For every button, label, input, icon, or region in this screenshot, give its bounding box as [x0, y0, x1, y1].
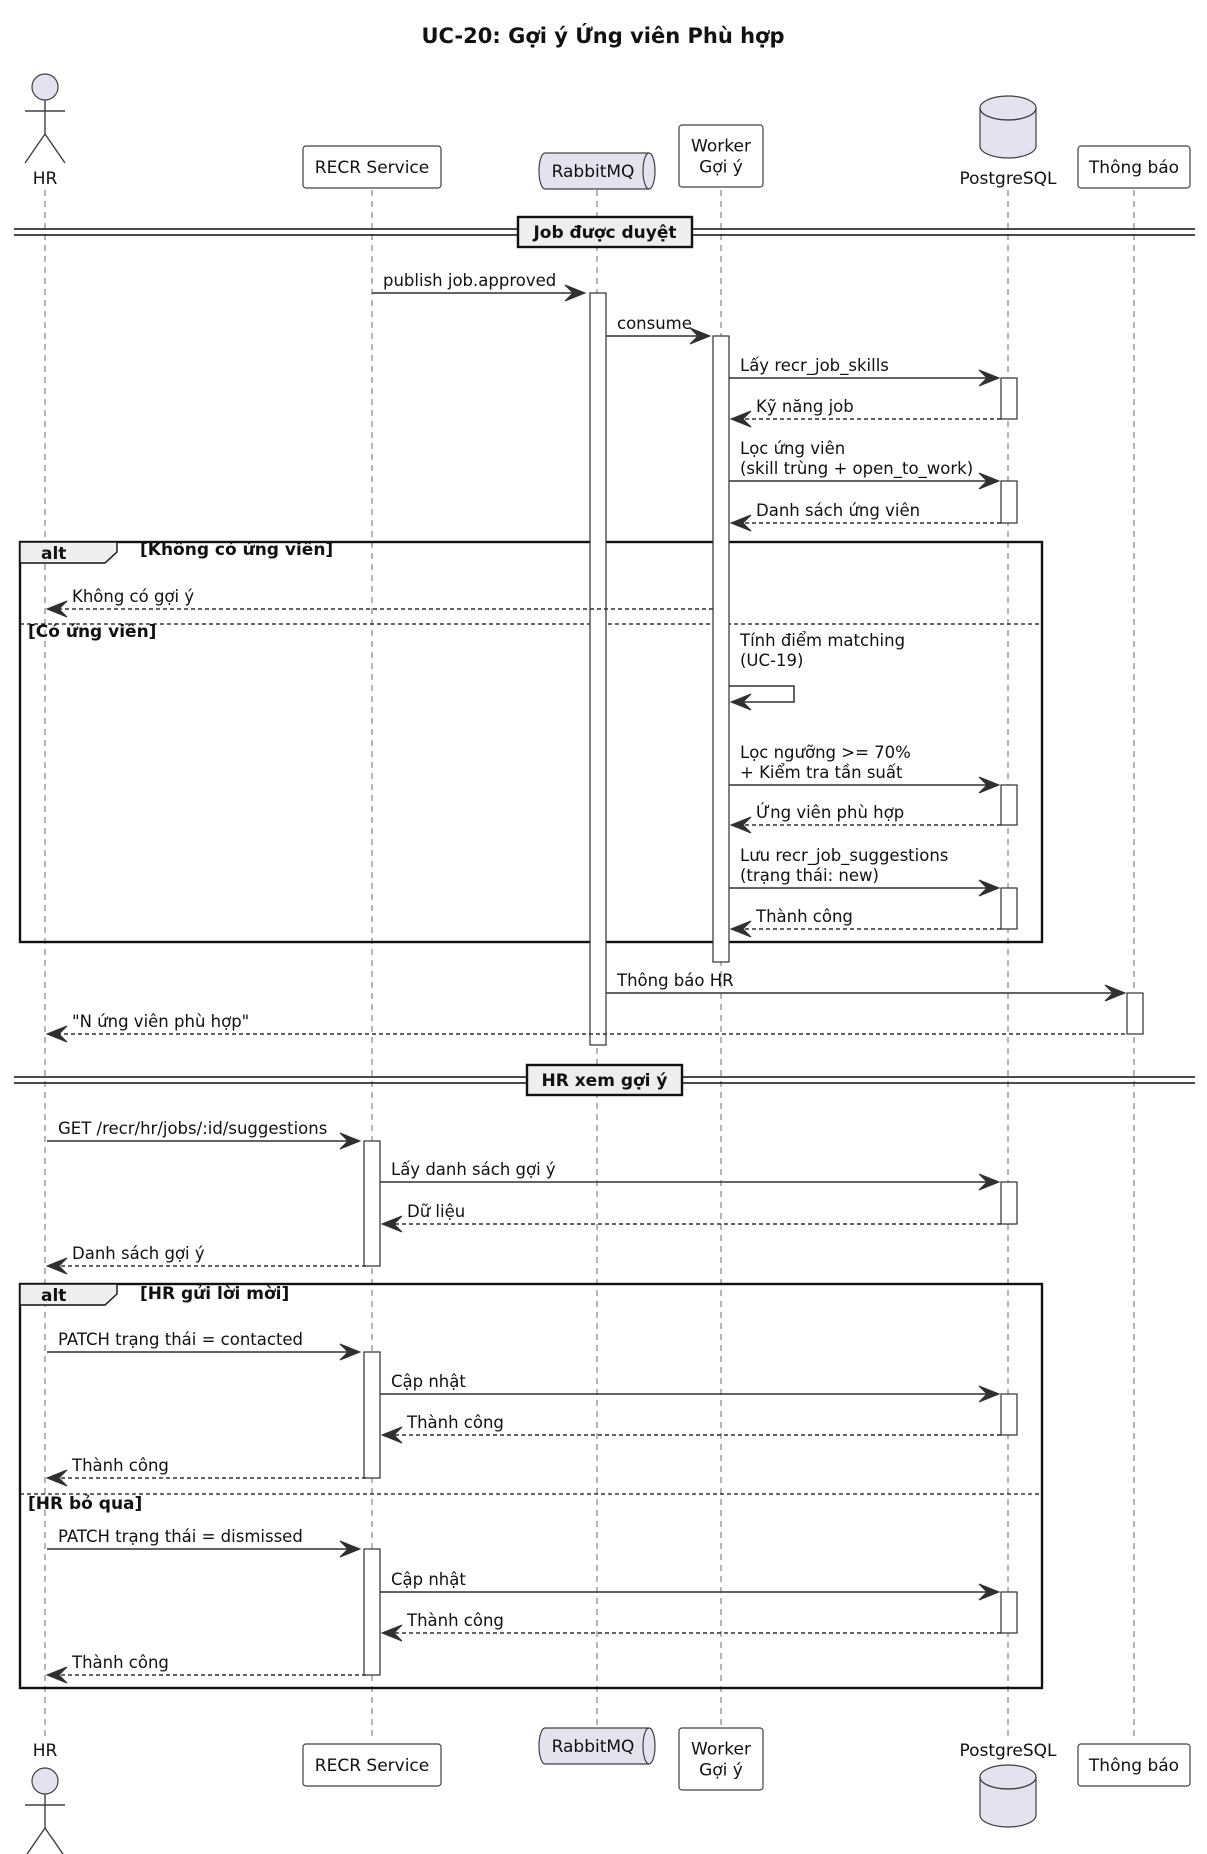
fragment-keyword: alt — [41, 544, 67, 564]
message-worker-to-pg — [729, 743, 999, 793]
participant-label: Thông báo — [1088, 1756, 1180, 1776]
message-label: Danh sách gợi ý — [72, 1244, 205, 1263]
message-recr-to-pg — [380, 1160, 999, 1190]
message-pg-to-worker — [731, 501, 1001, 531]
message-hr-to-recr — [47, 1330, 360, 1360]
message-pg-to-recr — [382, 1413, 1001, 1443]
participant-label: RECR Service — [314, 1756, 430, 1776]
participant-bottom-notify — [1078, 1744, 1190, 1786]
activation-bar-pg — [1001, 481, 1017, 523]
message-hr-to-recr — [47, 1527, 360, 1557]
message-recr-to-pg — [380, 1570, 999, 1600]
message-worker-to-worker — [729, 631, 905, 710]
message-label: consume — [617, 314, 692, 333]
message-hr-to-recr — [47, 1119, 360, 1149]
message-label: Lấy danh sách gợi ý — [391, 1160, 556, 1179]
message-pg-to-recr — [382, 1202, 1001, 1232]
fragment-condition: [HR gửi lời mời] — [140, 1284, 290, 1304]
participant-top-pg — [959, 96, 1057, 189]
message-worker-to-hr — [47, 587, 713, 617]
message-mq-to-notify — [606, 971, 1125, 1001]
message-recr-to-hr — [47, 1653, 366, 1683]
participant-label: HR — [32, 169, 58, 189]
diagram-title: UC-20: Gợi ý Ứng viên Phù hợp — [421, 24, 785, 48]
actor-leg — [45, 134, 65, 163]
activation-bar-pg — [1001, 1394, 1017, 1435]
participant-label: Gợi ý — [699, 1760, 743, 1781]
activation-bar-recr — [364, 1141, 380, 1266]
message-label: Dữ liệu — [407, 1202, 466, 1221]
participants — [25, 74, 1190, 1854]
separator-label: Job được duyệt — [533, 223, 677, 243]
actor-leg — [25, 1828, 45, 1854]
activation-bar-recr — [364, 1352, 380, 1478]
message-worker-to-pg — [729, 356, 999, 386]
message-label: Danh sách ứng viên — [756, 501, 921, 520]
messages — [47, 271, 1125, 1683]
activation-bar-pg — [1001, 378, 1017, 419]
participant-top-notify — [1078, 146, 1190, 188]
message-label: Lọc ngưỡng >= 70% — [740, 743, 911, 762]
fragment-tab — [20, 1284, 117, 1305]
message-label: Thành công — [407, 1611, 504, 1630]
message-pg-to-worker — [731, 803, 1001, 833]
participant-label: Worker — [691, 1739, 751, 1760]
fragment-condition: [Có ứng viên] — [28, 622, 157, 642]
message-label: Kỹ năng job — [756, 397, 854, 416]
participant-label: PostgreSQL — [959, 169, 1057, 189]
message-pg-to-worker — [731, 397, 1001, 427]
message-label: Thành công — [756, 907, 853, 926]
message-label: Lấy recr_job_skills — [740, 356, 889, 375]
separator-approved — [14, 217, 1195, 247]
activation-bar-notify — [1127, 993, 1143, 1034]
message-pg-to-worker — [731, 907, 1001, 937]
arrowhead — [47, 601, 67, 617]
message-pg-to-recr — [382, 1611, 1001, 1641]
message-label: publish job.approved — [383, 271, 557, 290]
message-label: Thành công — [72, 1456, 169, 1475]
separator-hrview — [14, 1065, 1195, 1095]
participant-bottom-mq — [539, 1728, 655, 1764]
message-recr-to-pg — [380, 1372, 999, 1402]
activation-bars — [364, 293, 1143, 1675]
participant-bottom-hr — [25, 1741, 65, 1854]
message-label: Tính điểm matching — [740, 631, 906, 650]
message-label: (UC-19) — [740, 651, 804, 670]
participant-label: Worker — [691, 136, 751, 157]
participant-bottom-recr — [303, 1744, 441, 1786]
participant-label: HR — [32, 1741, 58, 1761]
activation-bar-pg — [1001, 1182, 1017, 1224]
message-label: Không có gợi ý — [72, 587, 195, 606]
fragment-condition: [Không có ứng viên] — [140, 540, 334, 560]
message-recr-to-mq — [372, 271, 585, 301]
actor-head-icon — [32, 1768, 58, 1794]
message-label: PATCH trạng thái = dismissed — [58, 1527, 303, 1546]
message-label: Cập nhật — [391, 1372, 466, 1391]
separator-label: HR xem gợi ý — [541, 1071, 668, 1091]
activation-bar-pg — [1001, 1592, 1017, 1633]
message-label: Cập nhật — [391, 1570, 466, 1589]
message-label: Thành công — [407, 1413, 504, 1432]
fragment-keyword: alt — [41, 1286, 67, 1306]
participant-label: RabbitMQ — [551, 162, 635, 182]
actor-head-icon — [32, 74, 58, 100]
message-label: Thành công — [72, 1653, 169, 1672]
message-worker-to-pg — [729, 846, 999, 896]
participant-label: RabbitMQ — [551, 1737, 635, 1757]
actor-leg — [25, 134, 45, 163]
message-label: GET /recr/hr/jobs/:id/suggestions — [58, 1119, 328, 1138]
message-label: (skill trùng + open_to_work) — [740, 459, 974, 478]
message-label: PATCH trạng thái = contacted — [58, 1330, 304, 1349]
message-notify-to-hr — [47, 1012, 1125, 1042]
actor-leg — [45, 1828, 65, 1854]
participant-label: Gợi ý — [699, 157, 743, 178]
participant-top-recr — [303, 146, 441, 188]
message-label: Lọc ứng viên — [740, 439, 846, 458]
activation-bar-worker — [713, 336, 729, 962]
fragment-tab — [20, 542, 117, 563]
activation-bar-recr — [364, 1549, 380, 1675]
fragment-condition: [HR bỏ qua] — [28, 1494, 143, 1514]
participant-bottom-pg — [959, 1741, 1057, 1827]
activation-bar-pg — [1001, 785, 1017, 825]
participant-top-mq — [539, 153, 655, 189]
fragments — [20, 540, 1042, 1688]
participant-label: RECR Service — [314, 158, 430, 178]
message-worker-to-pg — [729, 439, 999, 489]
message-label: "N ứng viên phù hợp" — [72, 1012, 250, 1031]
message-mq-to-worker — [606, 314, 710, 344]
message-label: Thông báo HR — [617, 971, 734, 990]
participant-label: Thông báo — [1088, 158, 1180, 178]
participant-top-hr — [25, 74, 65, 189]
message-recr-to-hr — [47, 1456, 366, 1486]
participant-bottom-worker — [679, 1728, 763, 1790]
message-label: Lưu recr_job_suggestions — [740, 846, 949, 865]
message-recr-to-hr — [47, 1244, 366, 1274]
activation-bar-pg — [1001, 888, 1017, 929]
message-label: Ứng viên phù hợp — [756, 803, 905, 822]
message-label: (trạng thái: new) — [740, 866, 879, 885]
activation-bar-mq — [590, 293, 606, 1045]
participant-top-worker — [679, 125, 763, 187]
message-label: + Kiểm tra tần suất — [740, 763, 903, 782]
participant-label: PostgreSQL — [959, 1741, 1057, 1761]
